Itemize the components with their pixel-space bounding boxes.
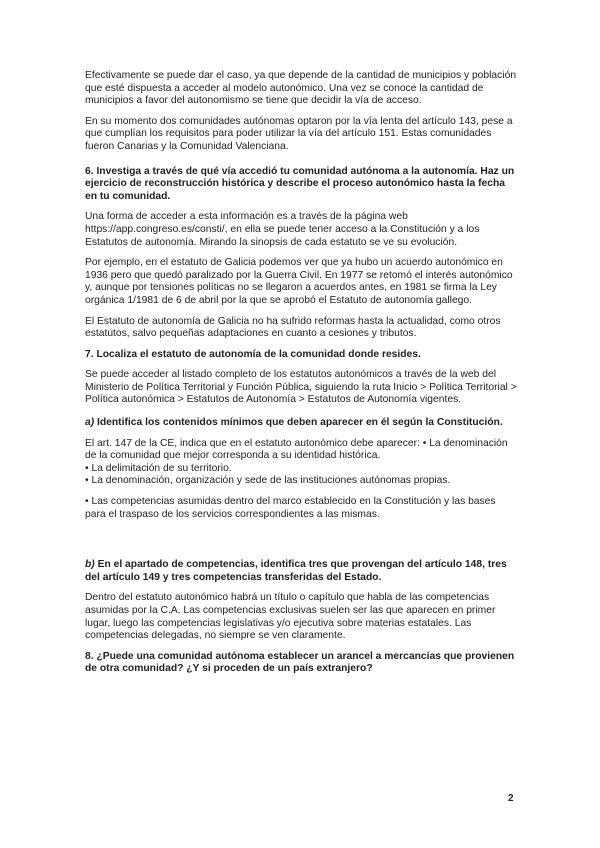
subquestion-text: En el apartado de competencias, identifica tres que provengan del artículo 148, tres del artículo 149 y tres competencias transferidas del Estado. bbox=[85, 559, 507, 583]
page-number: 2 bbox=[508, 793, 514, 804]
spacer bbox=[85, 529, 517, 549]
bullet-item: • La denominación, organización y sede de las instituciones autónomas propias. bbox=[85, 475, 451, 487]
paragraph: En su momento dos comunidades autónomas optaron por la vía lenta del artículo 143, pese a que cumplían los requisitos para poder utilizar la vía del artículo 151. Estas comunidades fueron Canarias y la Comunidad Valenciana. bbox=[85, 115, 513, 152]
paragraph: Se puede acceder al listado completo de los estatutos autonómicos a través de la web del Ministerio de Política Territorial y Función Pública, siguiendo la ruta Inicio > Política Territorial > Política autonómica > Estatutos de Autonomía > Estatutos de Autonomía vigentes. bbox=[85, 369, 517, 406]
question-8: 8. ¿Puede una comunidad autónoma establecer un arancel a mercancías que provienen de otra comunidad? ¿Y si proceden de un país extranjero? bbox=[85, 650, 515, 675]
paragraph: Una forma de acceder a esta información es a través de la página web https://app.congreso.es/consti/, en ella se puede tener acceso a la Constitución y a los Estatutos de autonomía. Mirando la sinopsis de cada estatuto se ve su evolución. bbox=[85, 211, 480, 248]
question-7: 7. Localiza el estatuto de autonomía de la comunidad donde resides. bbox=[85, 348, 421, 360]
question-6: 6. Investiga a través de qué vía accedió tu comunidad autónoma a la autonomía. Haz un ejercicio de reconstrucción histórica y describe el proceso autonómico hasta la fecha en tu comunidad. bbox=[85, 165, 515, 202]
document-body bbox=[85, 70, 517, 684]
paragraph: El art. 147 de la CE, indica que en el estatuto autonómico debe aparecer: • La denominación de la comunidad que mejor corresponda a su identidad histórica. bbox=[85, 437, 508, 462]
paragraph: Por ejemplo, en el estatuto de Galicia podemos ver que ya hubo un acuerdo autonómico en 1936 pero que quedó paralizado por la Guerra Civil. En 1977 se retomó el interés autonómico y, aunque por tensiones políticas no se llegaron a acuerdos antes, en 1981 se firma la Ley orgánica 1/1981 de 6 de abril por la que se aprobó el Estatuto de autonomía gallego. bbox=[85, 257, 513, 306]
paragraph: Dentro del estatuto autonómico habrá un título o capítulo que habla de las competencias asumidas por la C.A. Las competencias exclusivas suelen ser las que aparecen en primer lugar, luego las competencias legislativas y/o ejecutiva sobre materias estatales. Las competencias delegadas, no siempre se ven claramente. bbox=[85, 592, 496, 642]
subquestion-letter: b) bbox=[85, 559, 95, 571]
subquestion-text: Identifica los contenidos mínimos que deben aparecer en él según la Constitución. bbox=[94, 417, 503, 429]
subquestion-letter: a) bbox=[85, 417, 95, 429]
subquestion-a bbox=[85, 417, 517, 430]
paragraph: El Estatuto de autonomía de Galicia no ha sufrido reformas hasta la actualidad, como otros estatutos, salvo pequeñas adaptaciones en cuanto a cesiones y tributos. bbox=[85, 315, 501, 340]
paragraph: Efectivamente se puede dar el caso, ya que depende de la cantidad de municipios y población que esté dispuesta a acceder al modelo autonómico. Una vez se conoce la cantidad de municipios a favor del autonomismo se tiene que decidir la vía de acceso. bbox=[85, 70, 517, 107]
bullet-item: • La delimitación de su territorio. bbox=[85, 462, 232, 474]
subquestion-b bbox=[85, 559, 517, 584]
bullet-item: • Las competencias asumidas dentro del marco establecido en la Constitución y las bases para el traspaso de los servicios correspondientes a las mismas. bbox=[85, 496, 496, 520]
